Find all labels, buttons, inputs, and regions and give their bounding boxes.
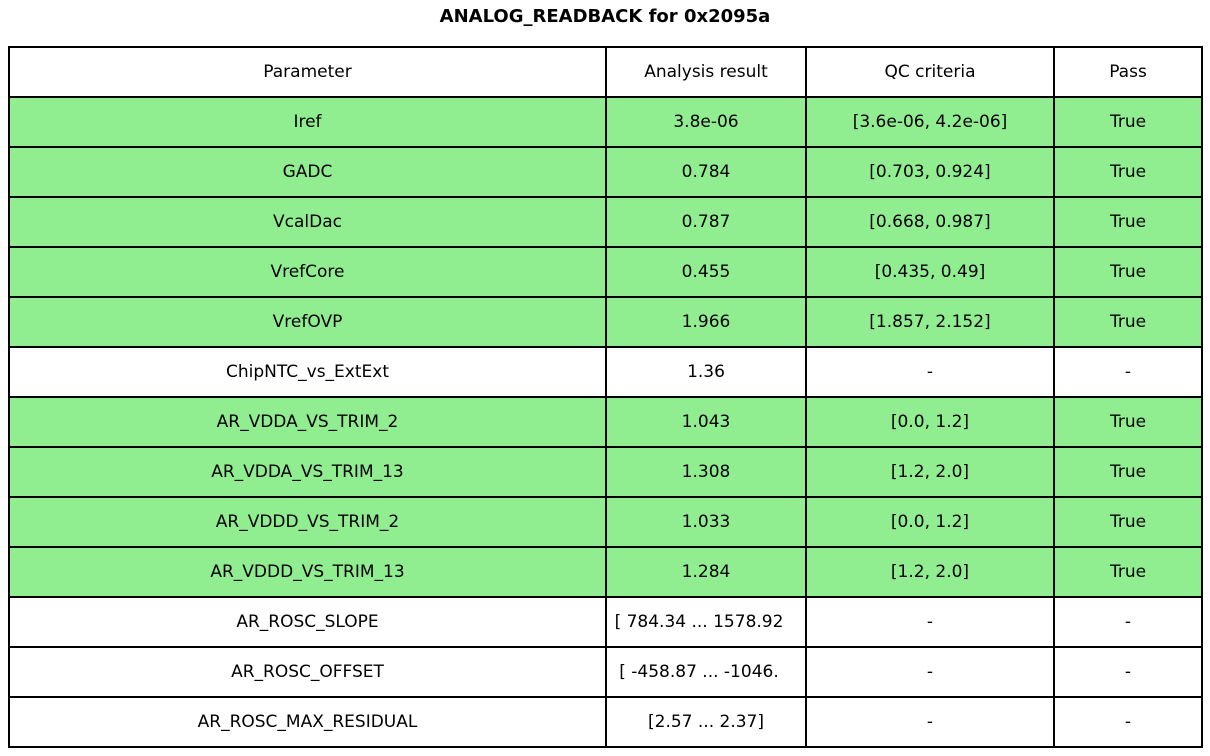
cell-analysis-result-text: 1.033: [681, 512, 731, 532]
cell-parameter-text: Iref: [293, 112, 322, 132]
cell-analysis-result-text: [2.57 ... 2.37]: [648, 712, 764, 732]
figure-title: ANALOG_READBACK for 0x2095a: [439, 6, 771, 27]
cell-qc-criteria-text: [0.0, 1.2]: [890, 512, 970, 532]
cell-pass: [1054, 497, 1202, 547]
cell-qc-criteria-text: [1.2, 2.0]: [890, 462, 970, 482]
cell-qc-criteria-text: [0.435, 0.49]: [874, 262, 986, 282]
cell-parameter-text: AR_VDDA_VS_TRIM_13: [211, 462, 404, 482]
cell-qc-criteria: [806, 697, 1054, 747]
cell-parameter-text: AR_ROSC_SLOPE: [236, 612, 379, 632]
header-row: [9, 47, 1202, 97]
cell-pass-text: -: [1124, 712, 1132, 732]
cell-parameter-text: AR_VDDA_VS_TRIM_2: [216, 412, 399, 432]
cell-parameter: [9, 497, 606, 547]
cell-analysis-result: [606, 647, 806, 697]
table-row: [9, 447, 1202, 497]
cell-pass: [1054, 297, 1202, 347]
table-row: [9, 547, 1202, 597]
cell-parameter: [9, 347, 606, 397]
cell-parameter: [9, 647, 606, 697]
cell-qc-criteria: [806, 547, 1054, 597]
cell-analysis-result-text: [ -458.87 ... -1046.: [619, 662, 779, 682]
cell-pass-text: True: [1109, 262, 1147, 282]
cell-parameter: [9, 197, 606, 247]
cell-analysis-result: [606, 147, 806, 197]
cell-parameter-text: AR_ROSC_OFFSET: [231, 662, 384, 682]
cell-analysis-result: [606, 347, 806, 397]
table-row: [9, 397, 1202, 447]
column-header-analysis-result: Analysis result: [606, 47, 806, 97]
cell-parameter-text: AR_VDDD_VS_TRIM_2: [215, 512, 400, 532]
cell-pass-text: True: [1109, 162, 1147, 182]
cell-parameter-text: GADC: [282, 162, 333, 182]
cell-analysis-result: [606, 447, 806, 497]
cell-pass: [1054, 597, 1202, 647]
cell-pass: [1054, 247, 1202, 297]
cell-parameter: [9, 247, 606, 297]
cell-qc-criteria: [806, 347, 1054, 397]
qc-table: [8, 46, 1203, 748]
cell-analysis-result: [606, 197, 806, 247]
cell-analysis-result-text: 1.308: [681, 462, 731, 482]
cell-pass-text: -: [1124, 612, 1132, 632]
cell-qc-criteria: [806, 597, 1054, 647]
cell-pass: [1054, 397, 1202, 447]
cell-parameter: [9, 397, 606, 447]
cell-pass-text: True: [1109, 462, 1147, 482]
cell-analysis-result: [606, 497, 806, 547]
cell-qc-criteria-text: [0.0, 1.2]: [890, 412, 970, 432]
cell-qc-criteria: [806, 197, 1054, 247]
table-row: [9, 347, 1202, 397]
cell-pass: [1054, 447, 1202, 497]
cell-qc-criteria: [806, 447, 1054, 497]
cell-analysis-result: [606, 297, 806, 347]
cell-parameter: [9, 297, 606, 347]
qc-table-header: [9, 47, 1202, 97]
table-row: [9, 497, 1202, 547]
cell-pass: [1054, 697, 1202, 747]
cell-parameter: [9, 547, 606, 597]
cell-parameter-text: ChipNTC_vs_ExtExt: [226, 362, 389, 382]
cell-pass-text: True: [1109, 312, 1147, 332]
cell-pass-text: -: [1124, 362, 1132, 382]
cell-qc-criteria-text: [1.857, 2.152]: [869, 312, 991, 332]
cell-analysis-result: [606, 247, 806, 297]
cell-parameter-text: AR_VDDD_VS_TRIM_13: [210, 562, 405, 582]
cell-analysis-result-text: [ 784.34 ... 1578.92: [614, 612, 784, 632]
cell-pass: [1054, 647, 1202, 697]
cell-analysis-result-text: 3.8e-06: [673, 112, 739, 132]
column-header-pass: Pass: [1054, 47, 1202, 97]
cell-analysis-result-text: 1.966: [681, 312, 731, 332]
cell-qc-criteria: [806, 397, 1054, 447]
cell-qc-criteria-text: -: [926, 662, 934, 682]
cell-analysis-result: [606, 97, 806, 147]
column-header-parameter: Parameter: [9, 47, 606, 97]
cell-pass: [1054, 147, 1202, 197]
cell-parameter-text: VrefCore: [270, 262, 345, 282]
cell-pass: [1054, 347, 1202, 397]
table-row: [9, 97, 1202, 147]
cell-parameter: [9, 597, 606, 647]
cell-qc-criteria-text: -: [926, 612, 934, 632]
cell-pass-text: True: [1109, 112, 1147, 132]
cell-analysis-result: [606, 697, 806, 747]
cell-pass-text: True: [1109, 212, 1147, 232]
cell-analysis-result-text: 1.284: [681, 562, 731, 582]
cell-pass-text: True: [1109, 412, 1147, 432]
cell-pass-text: -: [1124, 662, 1132, 682]
cell-parameter-text: VcalDac: [273, 212, 342, 232]
cell-parameter: [9, 147, 606, 197]
cell-pass: [1054, 547, 1202, 597]
cell-qc-criteria: [806, 497, 1054, 547]
table-row: [9, 697, 1202, 747]
cell-pass-text: True: [1109, 512, 1147, 532]
cell-parameter: [9, 697, 606, 747]
cell-pass-text: True: [1109, 562, 1147, 582]
table-row: [9, 197, 1202, 247]
cell-analysis-result-text: 1.043: [681, 412, 731, 432]
table-row: [9, 597, 1202, 647]
cell-qc-criteria: [806, 147, 1054, 197]
cell-qc-criteria-text: -: [926, 712, 934, 732]
cell-analysis-result: [606, 397, 806, 447]
cell-analysis-result-text: 1.36: [687, 362, 725, 382]
cell-pass: [1054, 197, 1202, 247]
cell-analysis-result-text: 0.784: [681, 162, 731, 182]
cell-qc-criteria-text: [0.703, 0.924]: [869, 162, 991, 182]
cell-parameter: [9, 97, 606, 147]
cell-analysis-result: [606, 547, 806, 597]
cell-analysis-result: [606, 597, 806, 647]
table-row: [9, 647, 1202, 697]
cell-qc-criteria: [806, 647, 1054, 697]
cell-qc-criteria: [806, 297, 1054, 347]
column-header-qc-criteria: QC criteria: [806, 47, 1054, 97]
cell-qc-criteria: [806, 97, 1054, 147]
cell-qc-criteria: [806, 247, 1054, 297]
cell-qc-criteria-text: -: [926, 362, 934, 382]
cell-analysis-result-text: 0.787: [681, 212, 731, 232]
cell-parameter: [9, 447, 606, 497]
qc-table-body: [9, 97, 1202, 747]
cell-parameter-text: AR_ROSC_MAX_RESIDUAL: [197, 712, 418, 732]
cell-analysis-result-text: 0.455: [681, 262, 731, 282]
table-row: [9, 147, 1202, 197]
table-row: [9, 297, 1202, 347]
table-row: [9, 247, 1202, 297]
cell-pass: [1054, 97, 1202, 147]
cell-qc-criteria-text: [1.2, 2.0]: [890, 562, 970, 582]
cell-qc-criteria-text: [0.668, 0.987]: [869, 212, 991, 232]
cell-qc-criteria-text: [3.6e-06, 4.2e-06]: [852, 112, 1008, 132]
cell-parameter-text: VrefOVP: [272, 312, 343, 332]
